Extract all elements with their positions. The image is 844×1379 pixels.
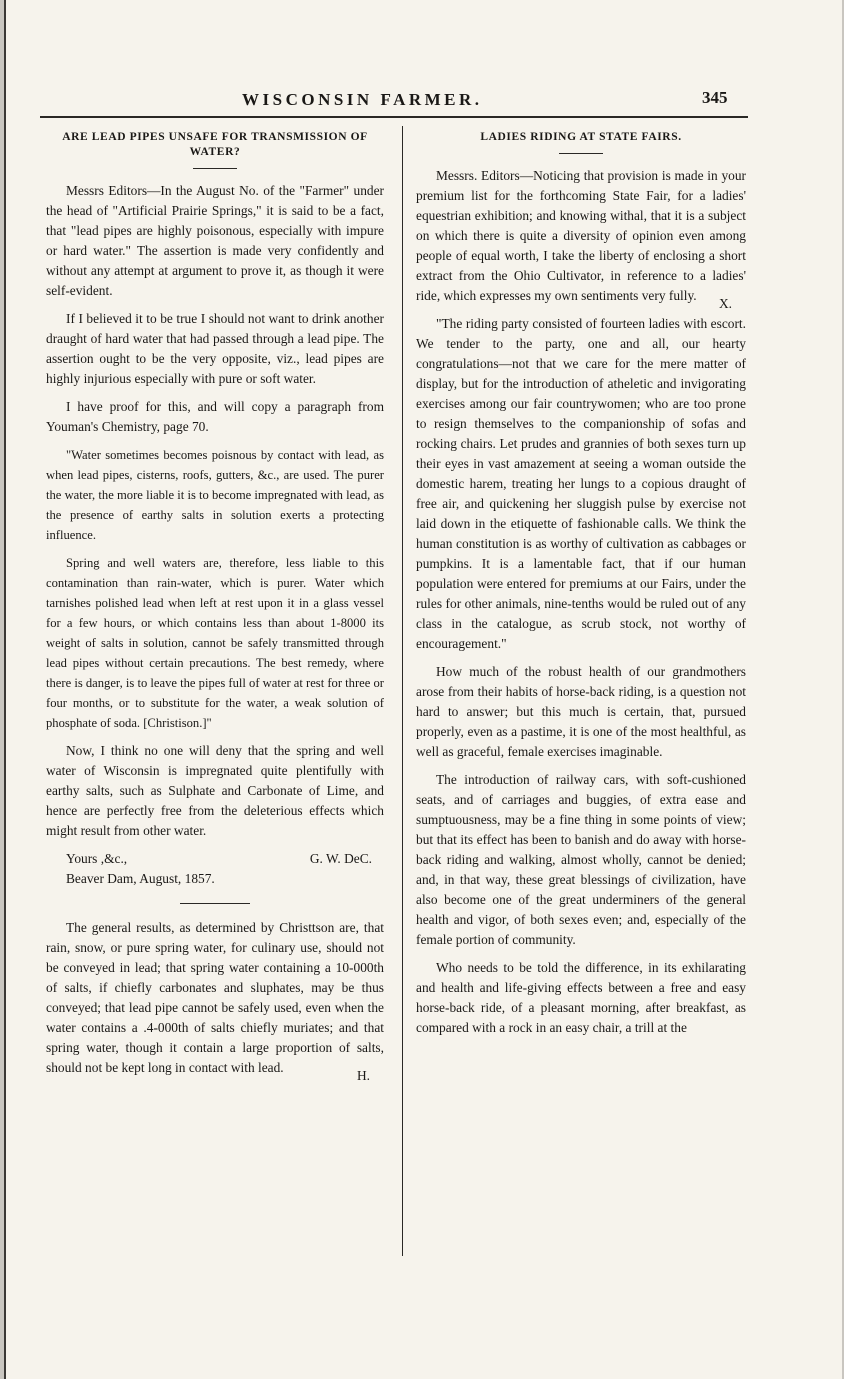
signature: X. [718, 296, 732, 311]
running-header [6, 88, 842, 118]
heading-rule [559, 153, 603, 154]
left-column [46, 126, 384, 1086]
heading-rule [193, 168, 237, 169]
signature: H. [356, 1068, 370, 1083]
signature-line [46, 849, 384, 869]
place-date: Beaver Dam, August, 1857. [66, 871, 215, 886]
quoted-paragraph: "Water sometimes becomes poisnous by contact with lead, as when lead pipes, cisterns, roofs, gutters, &c., are used. The purer the water, the more liable it is to become impregnated with lead, as the presence of earthy salts in solution exerts a protecting influence. [46, 448, 384, 542]
paragraph: Messrs Editors—In the August No. of the "Farmer" under the head of "Artificial Prairie Springs," it is said to be a fact, that "lead pipes are highly poisonous, especially with impure or hard water." The assertion is made very confidently and without any attempt at argument to prove it, as though it were self-evident. [46, 183, 384, 298]
newspaper-page [4, 0, 842, 1379]
quoted-paragraph: Spring and well waters are, therefore, less liable to this contamination than rain-water, which is purer. Water which tarnishes polished lead when left at rest upon it in a glass vessel for a few hours, or which contains less than about 1-8000 its weight of salts in solution, cannot be safely transmitted through lead pipes without certain precautions. The best remedy, where there is danger, is to leave the pipes full of water at rest for three or four months, or to substitute for the water, a weak solution of phosphate of soda. [Christison.]" [46, 556, 384, 730]
right-column [416, 126, 746, 1046]
paragraph: Who needs to be told the difference, in its exhilarating and health and life-giving effects between a free and easy horse-back ride, of a pleasant morning, after breakfast, as compared with a rock in an easy chair, a trill at the [416, 960, 746, 1035]
article-heading-lead-pipes: ARE LEAD PIPES UNSAFE FOR TRANSMISSION OF WATER? [62, 131, 368, 158]
paragraph: How much of the robust health of our grandmothers arose from their habits of horse-back riding, is a question not hard to answer; but this much is certain, that, pursued properly, even as a pastime, it is one of the most healthful, as well as graceful, female exercises imaginable. [416, 664, 746, 759]
section-rule [180, 903, 250, 904]
paragraph: If I believed it to be true I should not want to drink another draught of hard water that had passed through a lead pipe. The assertion ought to be the very opposite, viz., lead pipes are highly injurious especially with pure or soft water. [46, 311, 384, 386]
column-divider [402, 126, 403, 1256]
paragraph: The general results, as determined by Christtson are, that rain, snow, or pure spring water, for culinary use, should not be conveyed in lead; that spring water containing a 10-000th of salts, if chiefly carbonates and sluphates, may be thus conveyed; that lead pipe cannot be safely used, even when the water contains a .4-000th of salts chiefly muriates; and that spring water, though it contain a large proportion of salts, should not be kept long in contact with lead. [46, 920, 384, 1075]
signature: G. W. DeC. [309, 851, 372, 866]
page-number: 345 [702, 88, 728, 107]
quoted-paragraph: "The riding party consisted of fourteen ladies with escort. We tender to the party, one and all, our hearty congratulations—not that we care for the mere matter of display, but for the introduction of atheletic and invigorating exercises among our fair countrywomen; who are too prone to resign themselves to the companionship of sofas and rocking chairs. Let prudes and grannies of both sexes turn up their eyes in vast amazement at seeing a woman outside the domestic harem, treating her lungs to a copious draught of free air, and quickening her sluggish pulse by exercise not laid down in the etiquette of fashionable calls. We think the human constitution is as worthy of cultivation as cabbages or pumpkins. It is a lamentable fact, that if our human population were entered for premiums at our Fairs, under the rules for other animals, nine-tenths would be ruled out of any class in the catalogue, as scrub stock, not worthy of encouragement." [416, 316, 746, 651]
paragraph: Now, I think no one will deny that the spring and well water of Wisconsin is impregnated quite plentifully with earthy salts, such as Sulphate and Carbonate of Lime, and hence are perfectly free from the deleterious effects which might result from other water. [46, 743, 384, 838]
article-heading-ladies-riding: LADIES RIDING AT STATE FAIRS. [480, 131, 682, 143]
publication-title: WISCONSIN FARMER. [242, 90, 483, 109]
paragraph: I have proof for this, and will copy a paragraph from Youman's Chemistry, page 70. [46, 399, 384, 434]
header-rule [40, 116, 748, 118]
paragraph: Messrs. Editors—Noticing that provision is made in your premium list for the forthcoming State Fair, for a ladies' equestrian exhibition; and knowing withal, that it is a subject on which there is quite a diversity of opinion even among people of equal worth, I take the liberty of enclosing a short extract from the Ohio Cultivator, in reference to a ladies' ride, which expresses my own sentiments very fully. [416, 168, 746, 303]
closing: Yours ,&c., [66, 851, 128, 866]
paragraph: The introduction of railway cars, with soft-cushioned seats, and of carriages and buggies, of extra ease and sumptuousness, may be a fine thing in some points of view; but that its effect has been to banish and do away with horse-back riding and walking, almost wholly, cannot be denied; and, in that way, these great blessings of civilization, have also become one of the great underminers of the general health and vigor, of both sexes even; and, especially of the female portion of community. [416, 772, 746, 947]
